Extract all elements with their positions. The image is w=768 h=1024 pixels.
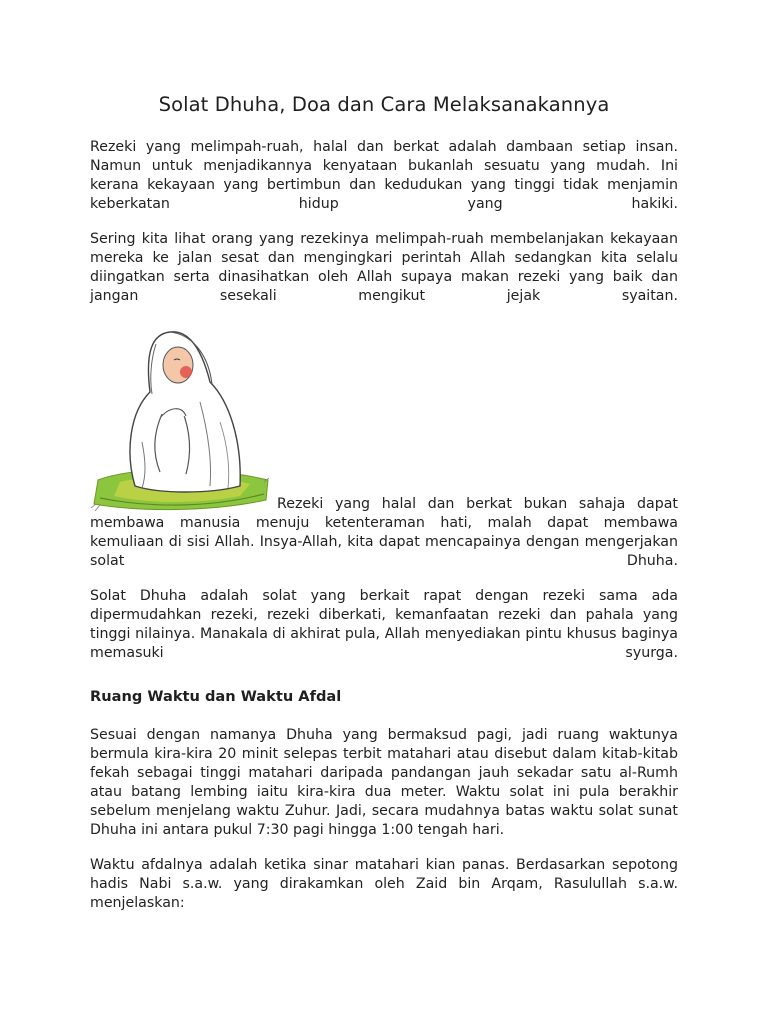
section-heading: Ruang Waktu dan Waktu Afdal: [90, 688, 342, 705]
face: [163, 347, 193, 383]
paragraph-rezeki-rest: membawa manusia menuju ketenteraman hati, malah dapat membawa kemuliaan di sisi Allah. Insya-Allah, kita dapat mencapainya dengan mengerjakan solat Dhuha.: [90, 515, 678, 569]
page-title: Solat Dhuha, Doa dan Cara Melaksanakannya: [158, 93, 610, 116]
paragraph-observation: Sering kita lihat orang yang rezekinya melimpah-ruah membelanjakan kekayaan mereka ke jalan sesat dan mengingkari perintah Allah sedangkan kita selalu diingatkan serta dinasihatkan oleh Allah supaya makan rezeki yang baik dan jangan sesekali mengikut jejak syaitan.: [90, 231, 678, 304]
document-page: [90, 92, 678, 929]
paragraph-solat-dhuha: Solat Dhuha adalah solat yang berkait rapat dengan rezeki sama ada dipermudahkan rezeki, rezeki diberkati, kemanfaatan rezeki dan pahala yang tinggi nilainya. Manakala di akhirat pula, Allah menyediakan pintu khusus baginya memasuki syurga.: [90, 588, 678, 661]
praying-woman-illustration: [90, 322, 270, 514]
paragraph-intro: Rezeki yang melimpah-ruah, halal dan berkat adalah dambaan setiap insan. Namun untuk menjadikannya kenyataan bukanlah sesuatu yang mudah. Ini kerana kekayaan yang bertimbun dan kedudukan yang tinggi tidak menjamin keberkatan hidup yang hakiki.: [90, 139, 678, 212]
paragraph-ruang-waktu: Sesuai dengan namanya Dhuha yang bermaksud pagi, jadi ruang waktunya bermula kira-kira 20 minit selepas terbit matahari atau disebut dalam kitab-kitab fekah sebagai tinggi matahari daripada pandangan jauh sekadar satu al-Rumh atau batang lembing iaitu kira-kira dua meter. Waktu solat ini pula berakhir sebelum menjelang waktu Zuhur. Jadi, secara mudahnya batas waktu solat sunat Dhuha ini antara pukul 7:30 pagi hingga 1:00 tengah hari.: [90, 727, 678, 838]
paragraph-waktu-afdal: Waktu afdalnya adalah ketika sinar matahari kian panas. Berdasarkan sepotong hadis Nabi s.a.w. yang dirakamkan oleh Zaid bin Arqam, Rasulullah s.a.w. menjelaskan:: [90, 857, 678, 911]
paragraph-rezeki-line1: Rezeki yang halal dan berkat bukan sahaja dapat: [277, 496, 678, 512]
